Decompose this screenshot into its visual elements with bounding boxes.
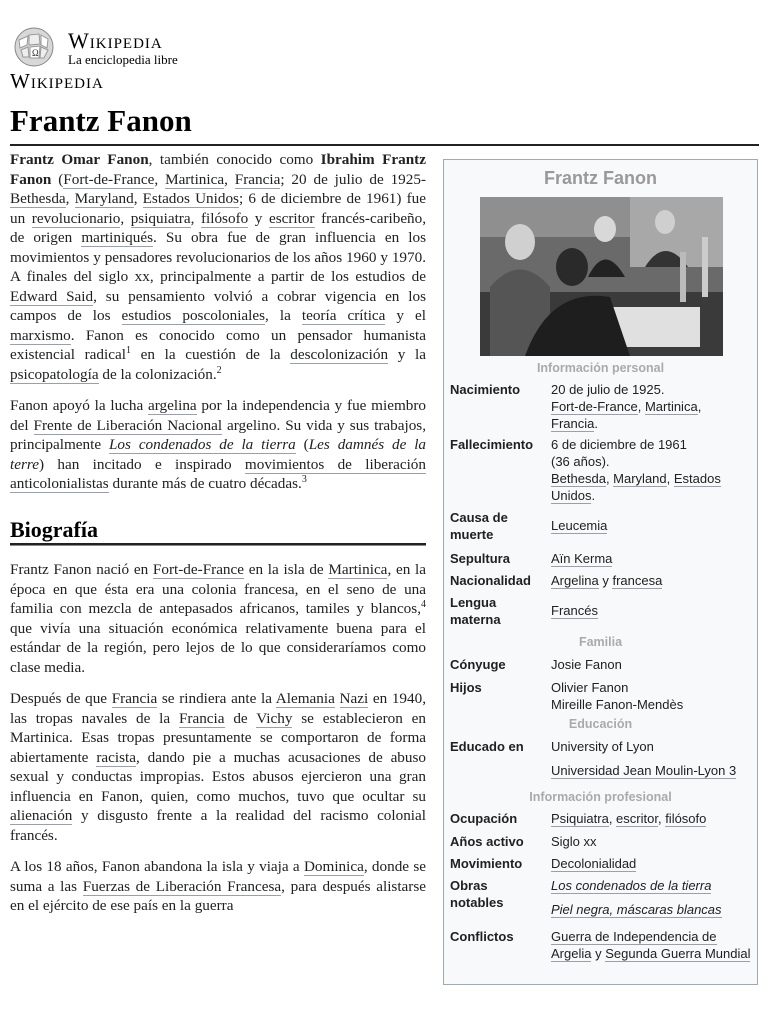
article-body xyxy=(10,150,426,928)
bio-paragraph-2 xyxy=(10,689,426,845)
text: ( xyxy=(51,170,64,188)
link-revolucionario[interactable]: revolucionario xyxy=(31,209,121,227)
row-label: Nacionalidad xyxy=(450,573,531,588)
text: , xyxy=(224,170,235,188)
link-filosofo[interactable]: filósofo xyxy=(665,811,707,826)
infobox-row-hijos xyxy=(450,679,754,713)
row-value xyxy=(551,602,755,619)
row-value xyxy=(551,550,755,567)
text: y disgusto frente a la realidad del racismo colonial francés. xyxy=(10,807,426,844)
text: ; 20 de julio de 1925- xyxy=(280,170,427,188)
infobox-section-familia: Familia xyxy=(578,635,623,649)
row-label: Educado en xyxy=(450,739,524,754)
footnote-ref[interactable]: 3 xyxy=(301,473,307,485)
row-value: Psiquiatra, escritor, filósofo xyxy=(551,811,707,826)
link-bethesda[interactable]: Bethesda xyxy=(10,190,66,207)
row-label: Hijos xyxy=(450,680,482,695)
intro-paragraph-2 xyxy=(10,396,426,494)
child-name: Mireille Fanon-Mendès xyxy=(551,697,684,712)
row-value: 6 de diciembre de 1961 (36 años). Bethesda, Maryland, Estados Unidos. xyxy=(551,437,721,503)
link-bethesda[interactable]: Bethesda xyxy=(551,471,606,486)
bold-name: Ibrahim Frantz Fanon xyxy=(10,151,426,188)
text: de xyxy=(224,709,257,727)
child-name: Olivier Fanon xyxy=(551,680,629,695)
row-value xyxy=(551,679,755,713)
link-leucemia[interactable]: Leucemia xyxy=(551,518,608,533)
wikipedia-wordmark-secondary[interactable] xyxy=(10,69,104,94)
section-heading-biografia: Biografía xyxy=(10,516,98,542)
row-value xyxy=(551,877,755,894)
link-decolonialidad[interactable]: Decolonialidad xyxy=(551,856,637,871)
link-estados-unidos[interactable]: Estados Unidos xyxy=(142,190,239,207)
link-segunda-guerra[interactable]: Segunda Guerra Mundial xyxy=(605,946,751,961)
link-guerra-argelia[interactable]: Guerra de Independencia de Argelia xyxy=(551,929,717,961)
text: , su pensamiento volvió a cobrar vigencia en los campos de los xyxy=(10,287,426,324)
wikipedia-wordmark[interactable] xyxy=(68,28,163,54)
page-title: Frantz Fanon xyxy=(10,103,192,138)
link-francia[interactable]: Francia xyxy=(234,170,281,188)
link-filosofo[interactable]: filósofo xyxy=(200,209,249,227)
row-label: Movimiento xyxy=(450,856,523,871)
infobox-section-educacion: Educación xyxy=(568,717,633,731)
link-psicopatologia[interactable]: psicopatología xyxy=(10,365,99,383)
link-estudios-poscoloniales[interactable]: estudios poscoloniales xyxy=(121,307,266,324)
infobox-section-personal: Información personal xyxy=(536,361,665,375)
text: , la xyxy=(265,307,302,324)
text: , xyxy=(190,209,201,227)
link-ain-kerma[interactable]: Aïn Kerma xyxy=(551,551,613,566)
link-dominica[interactable]: Dominica xyxy=(303,858,364,875)
infobox-section-profesional: Información profesional xyxy=(529,790,672,804)
text: , xyxy=(133,190,143,207)
wordmark-text: Wikipedia xyxy=(68,28,163,53)
infobox-row-lengua xyxy=(450,594,754,630)
text xyxy=(335,690,340,707)
conjunction: y xyxy=(595,946,602,961)
school-name: University of Lyon xyxy=(551,739,654,754)
text: se rindiera ante la xyxy=(157,690,276,707)
link-martinica[interactable]: Martinica xyxy=(644,399,698,414)
text: argelino. Su vida y sus trabajos, principalmente xyxy=(10,416,427,453)
row-value: 20 de julio de 1925. Fort-de-France, Martinica, Francia. xyxy=(551,382,702,431)
text: ; 6 de diciembre de 1961) fue un xyxy=(10,190,427,227)
text: . Su obra fue de gran influencia en los movimientos y pensadores revolucionarios de los años 1960 y 1970. A finales del siglo xx, principalmente a partir de los estudios de xyxy=(10,229,426,285)
text: ) han incitado e inspirado xyxy=(38,455,245,473)
link-argelina[interactable]: argelina xyxy=(148,397,197,414)
text: francés-caribeño, de origen xyxy=(10,209,427,246)
infobox xyxy=(443,159,758,985)
text: Después de que xyxy=(10,690,112,707)
row-label: Conflictos xyxy=(450,929,514,944)
text: Frantz Fanon nació en xyxy=(10,561,153,578)
row-label: Cónyuge xyxy=(450,657,506,672)
link-alemania[interactable]: Alemania xyxy=(275,690,335,707)
portrait-photo[interactable] xyxy=(480,197,723,356)
row-value xyxy=(551,762,761,779)
link-estados-unidos[interactable]: Estados Unidos xyxy=(551,471,721,503)
bold-name: Frantz Omar Fanon xyxy=(10,151,149,168)
text: se establecieron en Martinica. Esas tropas presuntamente se comportaron de forma abiertamente xyxy=(10,709,426,766)
link-descolonizacion[interactable]: descolonización xyxy=(290,346,389,363)
row-value xyxy=(551,572,755,589)
link-marxismo[interactable]: marxismo xyxy=(10,326,71,344)
link-martinica[interactable]: Martinica xyxy=(165,170,225,188)
wikipedia-globe-logo[interactable] xyxy=(10,26,58,68)
link-psiquiatra[interactable]: Psiquiatra xyxy=(551,811,609,826)
link-anticolonialistas[interactable]: anticolonialistas xyxy=(10,475,109,492)
link-piel-negra[interactable]: Piel negra, máscaras blancas xyxy=(551,902,722,917)
row-label: Lengua materna xyxy=(450,595,501,627)
death-age: (36 años). xyxy=(551,454,610,469)
infobox-title: Frantz Fanon xyxy=(544,168,657,188)
text: , dando pie a muchas acusaciones de abuso sexual y conductas impropias. Estos abusos ejercieron una gran influencia en Fanon, quien, como muchos, tuvo que ocultar su xyxy=(10,748,427,805)
text: , donde se suma a las xyxy=(10,858,426,895)
link-fort-de-france[interactable]: Fort-de-France xyxy=(551,399,638,414)
row-value xyxy=(551,928,755,962)
row-label: Causa de muerte xyxy=(450,510,508,542)
infobox-row-educado xyxy=(450,738,754,782)
text: , xyxy=(65,190,75,207)
text: ( xyxy=(295,436,309,453)
text: , xyxy=(154,170,166,188)
infobox-row-fallecimiento xyxy=(450,436,754,506)
link-argelina[interactable]: Argelina xyxy=(551,573,599,588)
link-martiniques[interactable]: martiniqués xyxy=(81,229,154,246)
infobox-row-causa xyxy=(450,509,754,545)
text: , xyxy=(120,209,131,227)
text: , en la época en que ésta era una colonia francesa, en el seno de una familia con mezcla de antepasados africanos, tamiles y blancos, xyxy=(10,561,426,617)
row-label: Nacimiento xyxy=(450,382,521,397)
link-fort-de-france[interactable]: Fort-de-France xyxy=(63,170,155,188)
link-nazi[interactable]: Nazi xyxy=(339,690,369,707)
link-movimientos-liberacion[interactable]: movimientos de liberación xyxy=(244,455,426,473)
title-divider xyxy=(10,144,759,146)
infobox-row-obras xyxy=(450,877,754,921)
link-edward-said[interactable]: Edward Said xyxy=(10,287,94,305)
row-label: Sepultura xyxy=(450,551,510,566)
footnote-ref[interactable]: 1 xyxy=(125,344,131,356)
infobox-row-nacimiento xyxy=(450,381,754,433)
link-teoria-critica[interactable]: teoría crítica xyxy=(301,307,386,324)
row-value xyxy=(551,855,755,872)
text: Fanon apoyó la lucha xyxy=(10,397,149,414)
wordmark-secondary-text: Wikipedia xyxy=(10,69,104,93)
text: en 1940, las tropas navales de la xyxy=(10,690,426,727)
link-psiquiatra[interactable]: psiquiatra xyxy=(130,209,191,227)
text: y el xyxy=(385,307,427,324)
link-lyon-3[interactable]: Universidad Jean Moulin-Lyon 3 xyxy=(551,763,737,778)
link-francia[interactable]: Francia xyxy=(111,690,158,707)
text: , para después alistarse en el ejército de ese país en la guerra xyxy=(10,877,426,914)
text: . Fanon es conocido como un pensador humanista existencial radical xyxy=(10,326,426,363)
row-value xyxy=(551,517,755,534)
footnote-ref[interactable]: 4 xyxy=(421,598,426,610)
text: en la isla de xyxy=(244,561,329,578)
link-maryland[interactable]: Maryland xyxy=(74,190,134,207)
link-racista[interactable]: racista xyxy=(96,748,136,766)
birth-date: 20 de julio de 1925. xyxy=(551,382,665,397)
row-label: Obras notables xyxy=(450,878,504,910)
link-alienacion[interactable]: alienación xyxy=(10,807,73,824)
link-francia[interactable]: Francia xyxy=(178,709,225,727)
link-los-condenados[interactable]: Los condenados de la tierra xyxy=(551,878,712,893)
row-value: Siglo xx xyxy=(551,834,597,849)
link-francesa[interactable]: francesa xyxy=(612,573,663,588)
infobox-row-conflictos xyxy=(450,928,754,982)
row-value xyxy=(551,901,755,918)
text: y xyxy=(248,209,269,227)
row-value xyxy=(551,738,755,755)
link-fuerzas-liberacion[interactable]: Fuerzas de Liberación Francesa xyxy=(82,877,282,895)
row-value: Josie Fanon xyxy=(551,657,622,672)
link-escritor[interactable]: escritor xyxy=(268,209,315,227)
link-fln[interactable]: Frente de Liberación Nacional xyxy=(33,416,223,434)
row-label: Ocupación xyxy=(450,811,518,826)
bio-paragraph-3 xyxy=(10,857,426,916)
italic-title: Les damnés de la terre xyxy=(10,436,427,473)
text: durante más de cuatro décadas. xyxy=(108,475,302,492)
text: en la cuestión de la xyxy=(130,346,291,363)
conjunction: y xyxy=(602,573,609,588)
link-fort-de-france[interactable]: Fort-de-France xyxy=(152,561,245,578)
footnote-ref[interactable]: 2 xyxy=(216,364,222,376)
text: , también conocido como xyxy=(148,151,321,168)
section-divider xyxy=(10,543,426,546)
link-los-condenados[interactable]: Los condenados de la tierra xyxy=(108,436,296,453)
wikipedia-tagline: La enciclopedia libre xyxy=(68,52,178,67)
text: A los 18 años, Fanon abandona la isla y viaja a xyxy=(10,858,304,875)
text: que vivía una situación económica relativamente buena para el estándar de la región, pero lejos de lo que consideraríamos como clase media. xyxy=(10,619,426,676)
svg-text:Ω: Ω xyxy=(32,48,39,58)
text: de la colonización. xyxy=(98,365,217,383)
intro-paragraph-1 xyxy=(10,150,426,384)
row-label: Fallecimiento xyxy=(450,437,534,452)
link-martinica[interactable]: Martinica xyxy=(328,561,388,578)
link-escritor[interactable]: escritor xyxy=(616,811,658,826)
link-frances[interactable]: Francés xyxy=(551,603,598,618)
row-label: Años activo xyxy=(450,834,524,849)
death-date: 6 de diciembre de 1961 xyxy=(551,437,687,452)
link-maryland[interactable]: Maryland xyxy=(613,471,667,486)
bio-paragraph-1 xyxy=(10,560,426,677)
link-vichy[interactable]: Vichy xyxy=(256,709,293,727)
link-francia[interactable]: Francia xyxy=(551,416,595,431)
text: por la independencia y fue miembro del xyxy=(10,397,426,434)
text: y la xyxy=(388,346,426,363)
